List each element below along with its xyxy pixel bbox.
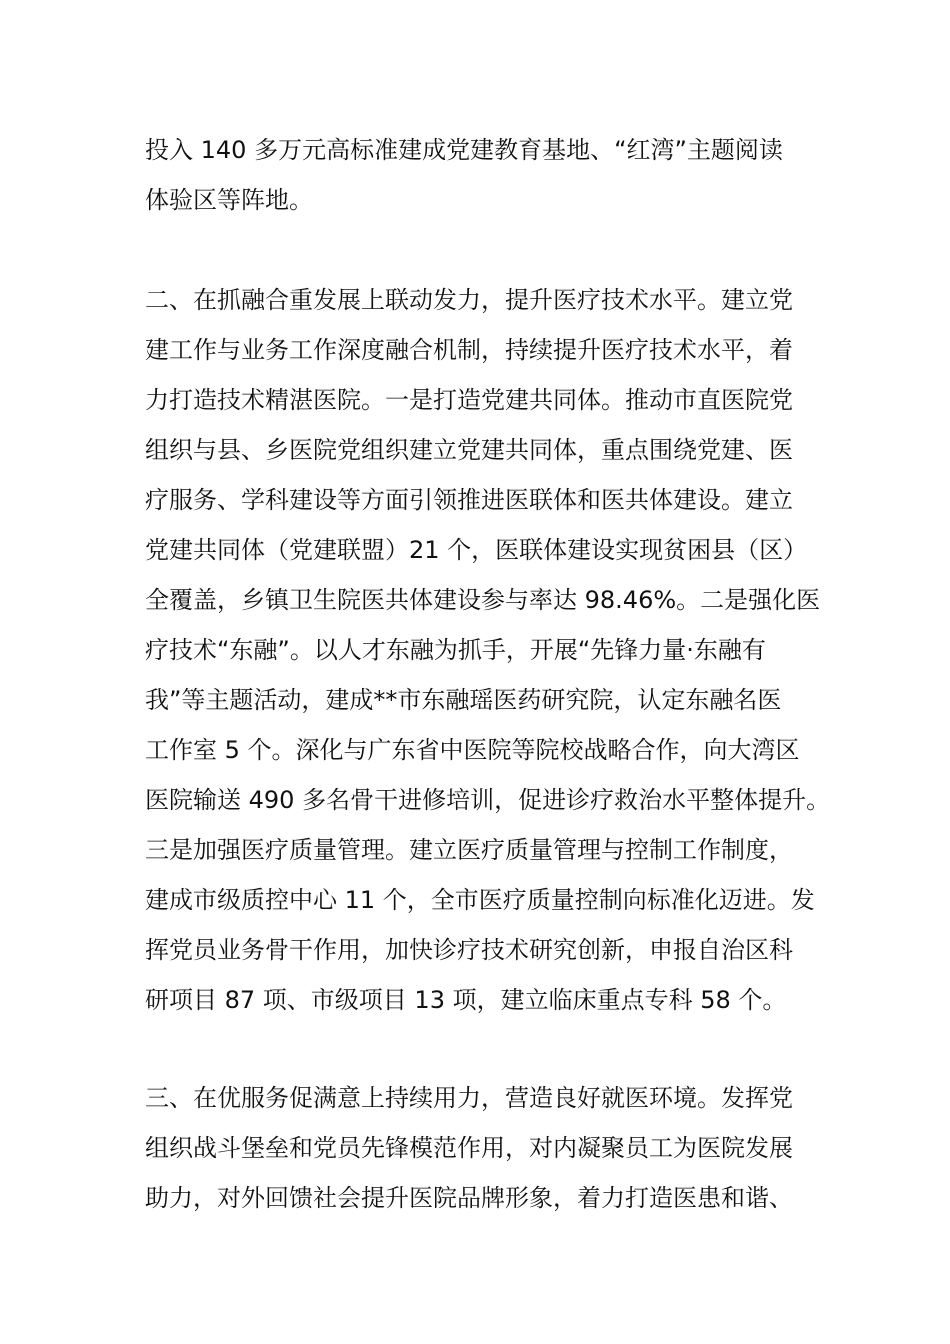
text-line: 建工作与业务工作深度融合机制，持续提升医疗技术水平，着 xyxy=(145,336,793,364)
text-line: 工作室 5 个。深化与广东省中医院等院校战略合作，向大湾区 xyxy=(145,736,800,764)
text-line: 疗服务、学科建设等方面引领推进医联体和医共体建设。建立 xyxy=(145,486,793,514)
text-line: 助力，对外回馈社会提升医院品牌形象，着力打造医患和谐、 xyxy=(145,1184,793,1212)
text-line: 我”等主题活动，建成**市东融瑶医药研究院，认定东融名医 xyxy=(145,686,782,714)
text-line: 三是加强医疗质量管理。建立医疗质量管理与控制工作制度， xyxy=(145,836,793,864)
text-line: 二、在抓融合重发展上联动发力，提升医疗技术水平。建立党 xyxy=(145,286,793,314)
text-line: 三、在优服务促满意上持续用力，营造良好就医环境。发挥党 xyxy=(145,1084,793,1112)
text-line: 全覆盖，乡镇卫生院医共体建设参与率达 98.46%。二是强化医 xyxy=(145,586,821,614)
text-line: 体验区等阵地。 xyxy=(145,186,313,214)
text-line: 组织与县、乡医院党组织建立党建共同体，重点围绕党建、医 xyxy=(145,436,793,464)
text-line: 组织战斗堡垒和党员先锋模范作用，对内凝聚员工为医院发展 xyxy=(145,1134,793,1162)
text-line: 建成市级质控中心 11 个，全市医疗质量控制向标准化迈进。发 xyxy=(145,886,815,914)
text-line: 力打造技术精湛医院。一是打造党建共同体。推动市直医院党 xyxy=(145,386,793,414)
text-line: 疗技术“东融”。以人才东融为抓手，开展“先锋力量·东融有 xyxy=(145,636,766,664)
text-line: 党建共同体（党建联盟）21 个，医联体建设实现贫困县（区） xyxy=(145,536,808,564)
text-line: 投入 140 多万元高标准建成党建教育基地、“红湾”主题阅读 xyxy=(145,136,783,164)
text-line: 研项目 87 项、市级项目 13 项，建立临床重点专科 58 个。 xyxy=(145,986,787,1014)
text-line: 挥党员业务骨干作用，加快诊疗技术研究创新，申报自治区科 xyxy=(145,936,793,964)
text-line: 医院输送 490 多名骨干进修培训，促进诊疗救治水平整体提升。 xyxy=(145,786,831,814)
